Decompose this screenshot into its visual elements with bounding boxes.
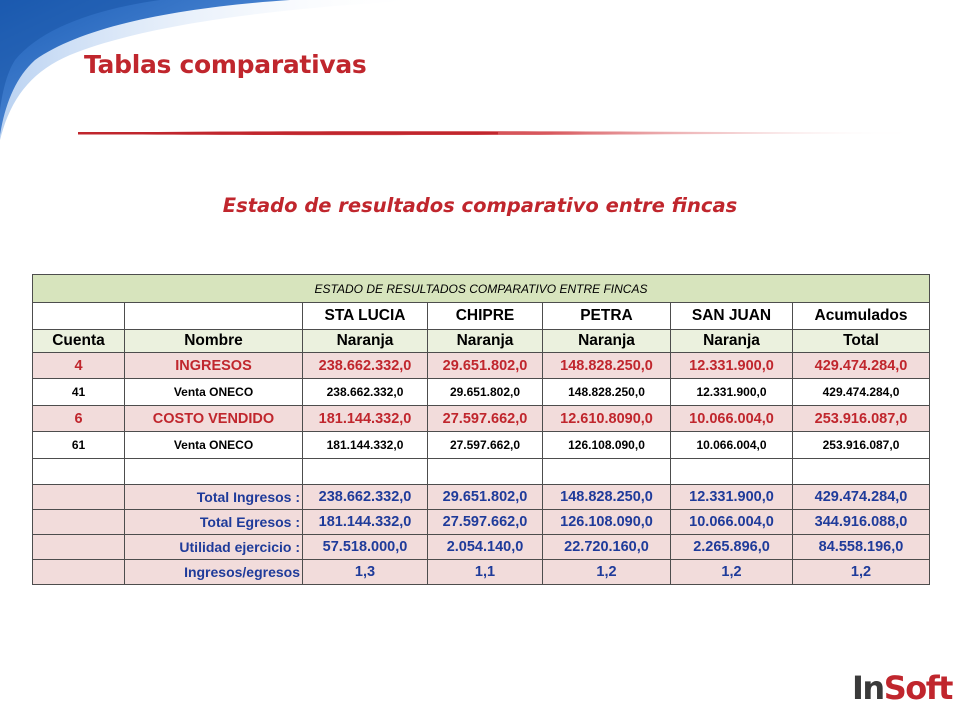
table-caption-row: [33, 275, 930, 303]
cell-value: 2.054.140,0: [428, 535, 543, 560]
cell-cuenta: [33, 485, 125, 510]
results-table: [32, 274, 930, 585]
table-row: [33, 353, 930, 379]
table-row: [33, 432, 930, 459]
column-header-cell: Naranja: [671, 330, 793, 353]
cell-cuenta: 4: [33, 353, 125, 379]
cell-value: [428, 459, 543, 485]
slide-subtitle: Estado de resultados comparativo entre fincas: [222, 194, 738, 217]
cell-value: 10.066.004,0: [671, 406, 793, 432]
column-header-cell: Total: [793, 330, 930, 353]
cell-nombre: Total Egresos :: [125, 510, 303, 535]
results-table-body: [33, 275, 930, 585]
finca-header-cell: PETRA: [543, 303, 671, 330]
column-header-cell: Naranja: [428, 330, 543, 353]
cell-value: 1,2: [793, 560, 930, 585]
cell-nombre: [125, 459, 303, 485]
cell-value: 148.828.250,0: [543, 485, 671, 510]
finca-header-cell: CHIPRE: [428, 303, 543, 330]
cell-value: 1,2: [543, 560, 671, 585]
cell-value: 29.651.802,0: [428, 353, 543, 379]
cell-value: 253.916.087,0: [793, 432, 930, 459]
column-header-cell: Naranja: [303, 330, 428, 353]
cell-nombre: Venta ONECO: [125, 432, 303, 459]
cell-cuenta: [33, 535, 125, 560]
cell-value: 57.518.000,0: [303, 535, 428, 560]
cell-value: 27.597.662,0: [428, 406, 543, 432]
cell-value: 344.916.088,0: [793, 510, 930, 535]
cell-cuenta: 41: [33, 379, 125, 406]
cell-cuenta: [33, 510, 125, 535]
finca-header-cell: [33, 303, 125, 330]
logo-text-soft: Soft: [883, 669, 952, 707]
cell-value: 12.331.900,0: [671, 485, 793, 510]
table-row: [33, 459, 930, 485]
cell-value: 1,3: [303, 560, 428, 585]
cell-value: 181.144.332,0: [303, 510, 428, 535]
title-underline: [78, 128, 938, 138]
table-row: [33, 485, 930, 510]
cell-value: 238.662.332,0: [303, 485, 428, 510]
cell-nombre: Ingresos/egresos: [125, 560, 303, 585]
cell-value: 1,2: [671, 560, 793, 585]
cell-value: 12.331.900,0: [671, 379, 793, 406]
table-row: [33, 535, 930, 560]
cell-value: 429.474.284,0: [793, 485, 930, 510]
cell-value: 181.144.332,0: [303, 432, 428, 459]
cell-value: 27.597.662,0: [428, 510, 543, 535]
cell-nombre: INGRESOS: [125, 353, 303, 379]
table-row: [33, 560, 930, 585]
finca-header-cell: Acumulados: [793, 303, 930, 330]
cell-nombre: Utilidad ejercicio :: [125, 535, 303, 560]
cell-value: 181.144.332,0: [303, 406, 428, 432]
cell-value: 84.558.196,0: [793, 535, 930, 560]
cell-value: 126.108.090,0: [543, 432, 671, 459]
cell-cuenta: [33, 560, 125, 585]
cell-value: 2.265.896,0: [671, 535, 793, 560]
column-header-cell: Naranja: [543, 330, 671, 353]
finca-header-cell: STA LUCIA: [303, 303, 428, 330]
insoft-logo: [852, 670, 952, 706]
column-header-cell: Cuenta: [33, 330, 125, 353]
cell-value: 1,1: [428, 560, 543, 585]
table-row: [33, 510, 930, 535]
cell-value: 238.662.332,0: [303, 353, 428, 379]
cell-value: [671, 459, 793, 485]
cell-value: [303, 459, 428, 485]
cell-value: 126.108.090,0: [543, 510, 671, 535]
cell-value: 253.916.087,0: [793, 406, 930, 432]
cell-value: 29.651.802,0: [428, 379, 543, 406]
cell-nombre: Total Ingresos :: [125, 485, 303, 510]
finca-header-cell: [125, 303, 303, 330]
cell-value: 22.720.160,0: [543, 535, 671, 560]
cell-value: 29.651.802,0: [428, 485, 543, 510]
cell-value: 12.610.8090,0: [543, 406, 671, 432]
cell-value: 27.597.662,0: [428, 432, 543, 459]
cell-value: [543, 459, 671, 485]
cell-nombre: COSTO VENDIDO: [125, 406, 303, 432]
finca-header-cell: SAN JUAN: [671, 303, 793, 330]
cell-value: 429.474.284,0: [793, 379, 930, 406]
table-row: [33, 406, 930, 432]
cell-nombre: Venta ONECO: [125, 379, 303, 406]
cell-value: 429.474.284,0: [793, 353, 930, 379]
cell-value: 238.662.332,0: [303, 379, 428, 406]
logo-text-in: In: [852, 669, 884, 707]
cell-value: 148.828.250,0: [543, 353, 671, 379]
cell-cuenta: 6: [33, 406, 125, 432]
column-header-row: [33, 330, 930, 353]
cell-value: [793, 459, 930, 485]
column-header-cell: Nombre: [125, 330, 303, 353]
cell-cuenta: 61: [33, 432, 125, 459]
slide-title: Tablas comparativas: [84, 50, 367, 79]
finca-header-row: [33, 303, 930, 330]
cell-value: 10.066.004,0: [671, 432, 793, 459]
cell-value: 10.066.004,0: [671, 510, 793, 535]
table-row: [33, 379, 930, 406]
table-caption: ESTADO DE RESULTADOS COMPARATIVO ENTRE FINCAS: [33, 275, 930, 303]
cell-value: 148.828.250,0: [543, 379, 671, 406]
cell-value: 12.331.900,0: [671, 353, 793, 379]
cell-cuenta: [33, 459, 125, 485]
